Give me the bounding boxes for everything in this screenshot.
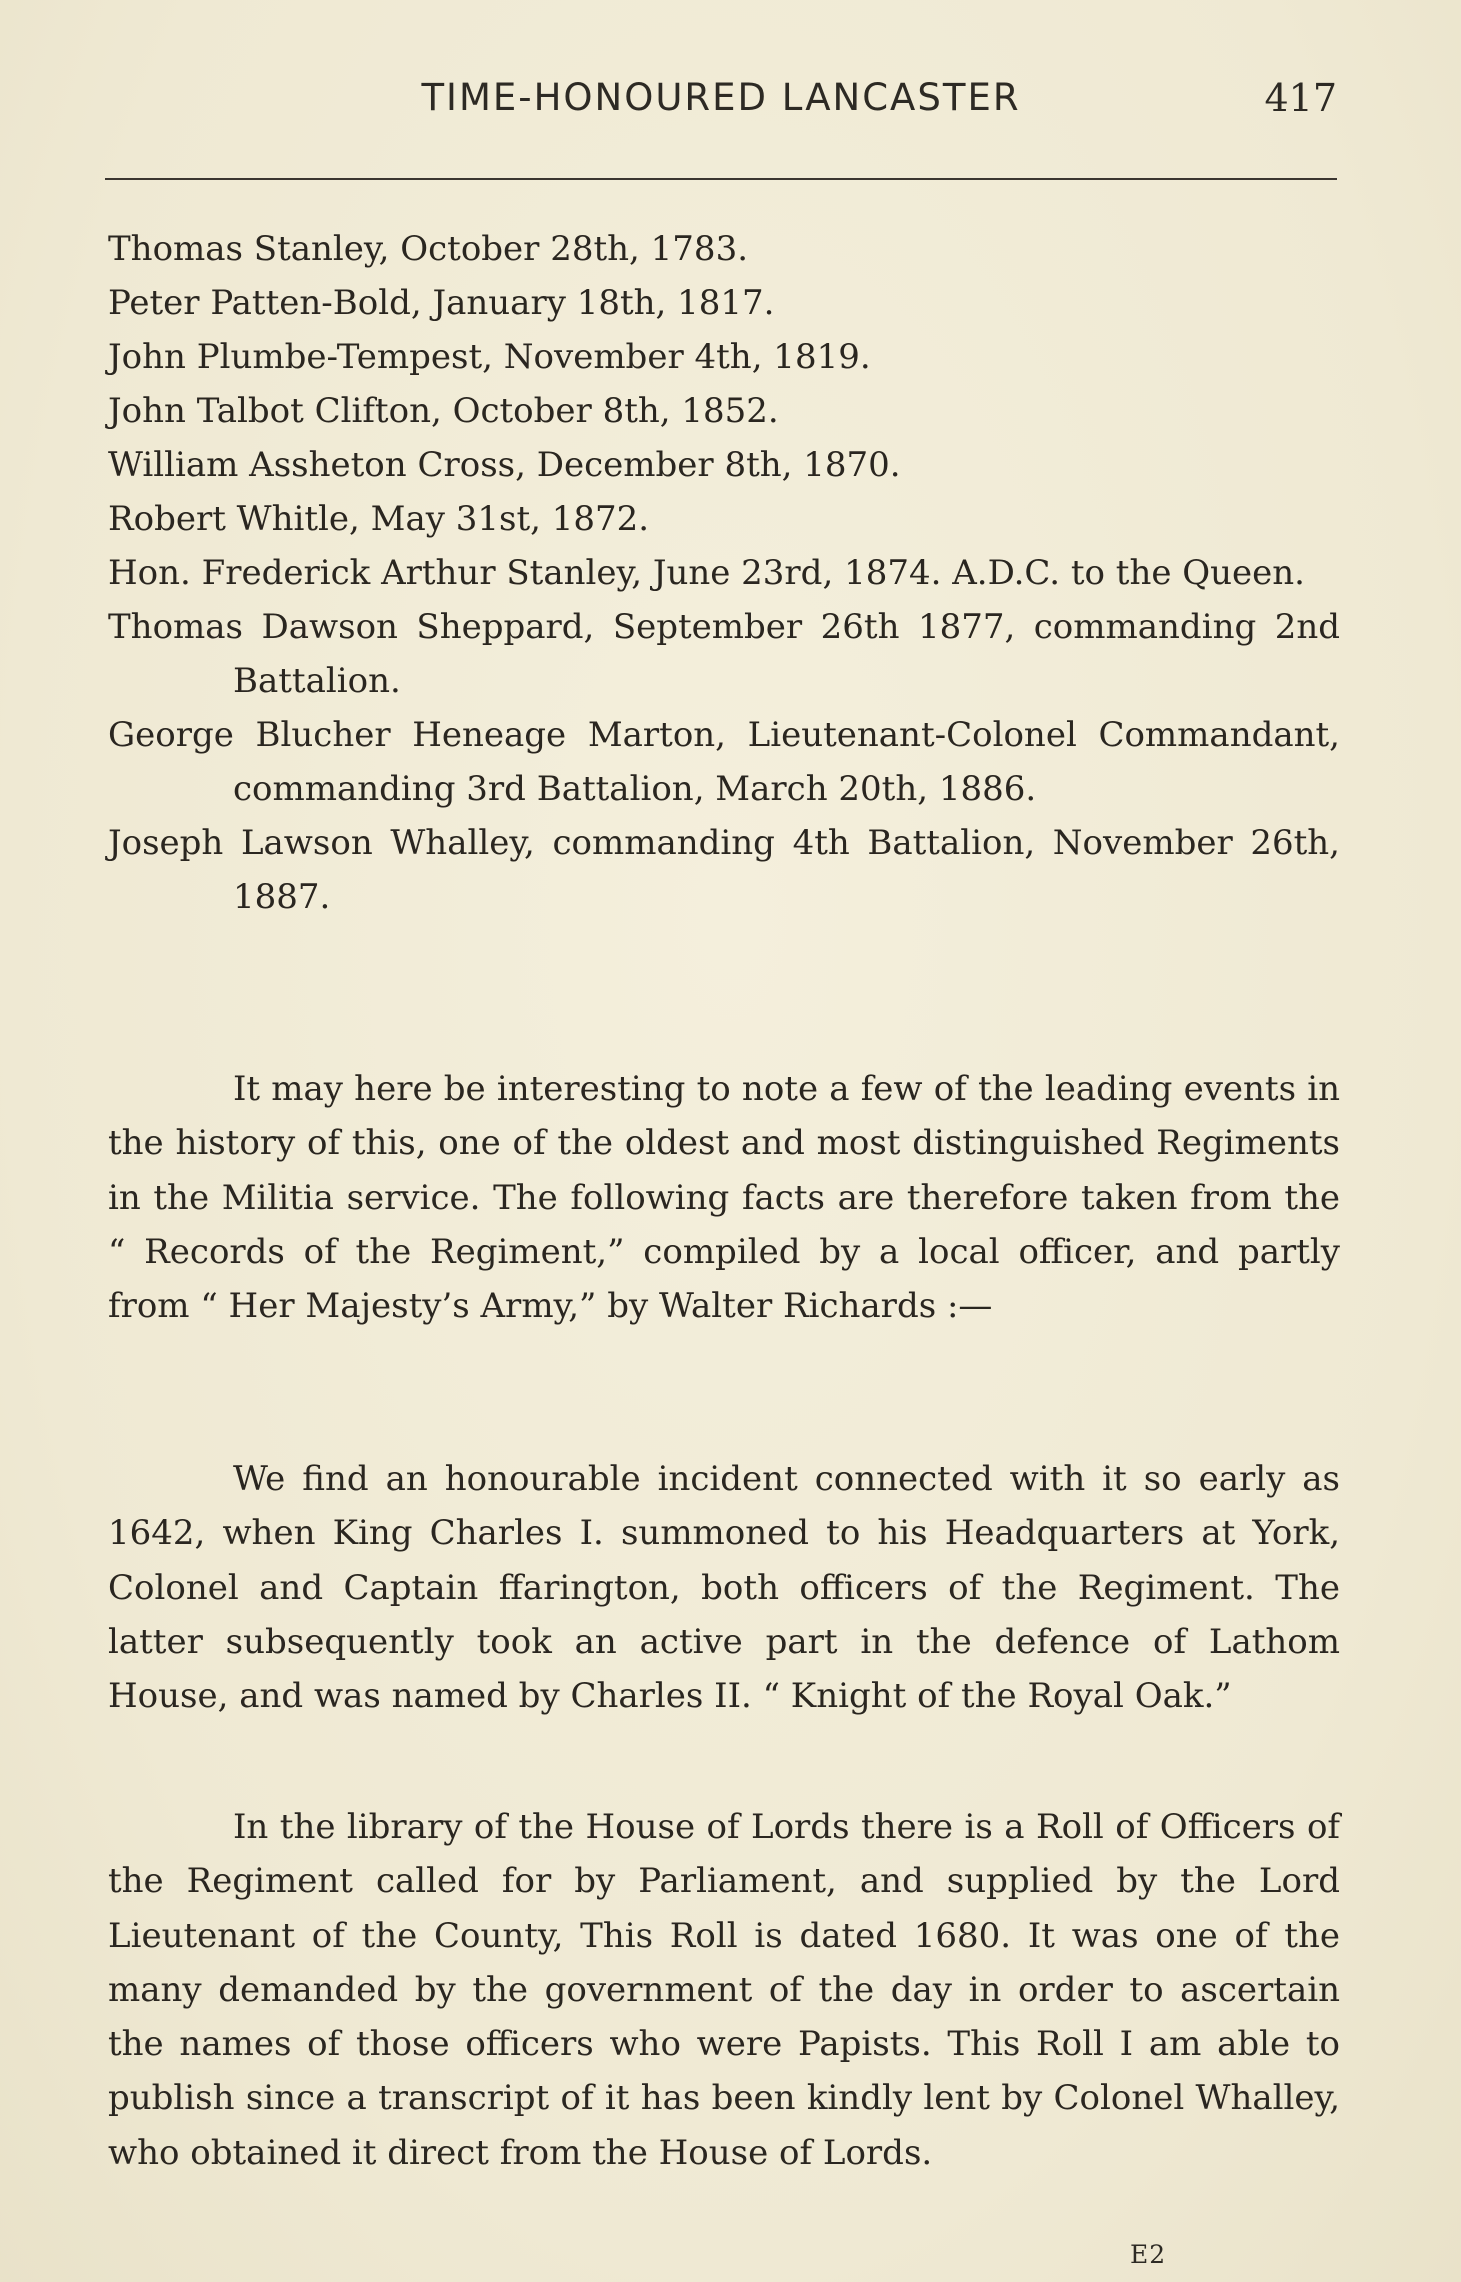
- officer-list: [108, 222, 1340, 924]
- officer-entry: George Blucher Heneage Marton, Lieutenant-Colonel Commandant, commanding 3rd Battalion, March 20th, 1886.: [108, 715, 1340, 809]
- officer-entry: Peter Patten-Bold, January 18th, 1817.: [108, 283, 775, 323]
- officer-entry: William Assheton Cross, December 8th, 1870.: [108, 445, 901, 485]
- paragraph-history: It may here be interesting to note a few of the leading events in the history of this, one of the oldest and most distinguished Regiments in the Militia service. The following facts are therefore taken from the “ Records of the Regiment,” compiled by a local officer, and partly from “ Her Majesty’s Army,” by Walter Richards :—: [108, 1069, 1340, 1327]
- officer-entry: Joseph Lawson Whalley, commanding 4th Battalion, November 26th, 1887.: [108, 823, 1340, 917]
- paragraph-1642-incident: We find an honourable incident connected with it so early as 1642, when King Charles I. summoned to his Headquarters at York, Colonel and Captain ffarington, both officers of the Regiment. The latter subsequently took an active part in the defence of Lathom House, and was named by Charles II. “ Knight of the Royal Oak.”: [108, 1459, 1340, 1717]
- officer-entry: John Talbot Clifton, October 8th, 1852.: [108, 391, 779, 431]
- officer-entry: Thomas Dawson Sheppard, September 26th 1877, commanding 2nd Battalion.: [108, 607, 1340, 701]
- running-title: TIME-HONOURED LANCASTER: [421, 76, 1021, 119]
- officer-entry: Hon. Frederick Arthur Stanley, June 23rd, 1874. A.D.C. to the Queen.: [108, 553, 1305, 593]
- paragraph-roll-of-officers: In the library of the House of Lords there is a Roll of Officers of the Regiment called for by Parliament, and supplied by the Lord Lieutenant of the County, This Roll is dated 1680. It was one of the many demanded by the government of the day in order to ascertain the names of those officers who were Papists. This Roll I am able to publish since a transcript of it has been kindly lent by Colonel Whalley, who obtained it direct from the House of Lords.: [108, 1807, 1340, 2173]
- header-rule: [105, 178, 1337, 180]
- signature-mark: E2: [1130, 2240, 1167, 2269]
- officer-entry: John Plumbe-Tempest, November 4th, 1819.: [108, 337, 871, 377]
- page-number: 417: [1264, 76, 1337, 120]
- page-header: [105, 70, 1337, 130]
- officer-entry: Thomas Stanley, October 28th, 1783.: [108, 229, 749, 269]
- officer-entry: Robert Whitle, May 31st, 1872.: [108, 499, 650, 539]
